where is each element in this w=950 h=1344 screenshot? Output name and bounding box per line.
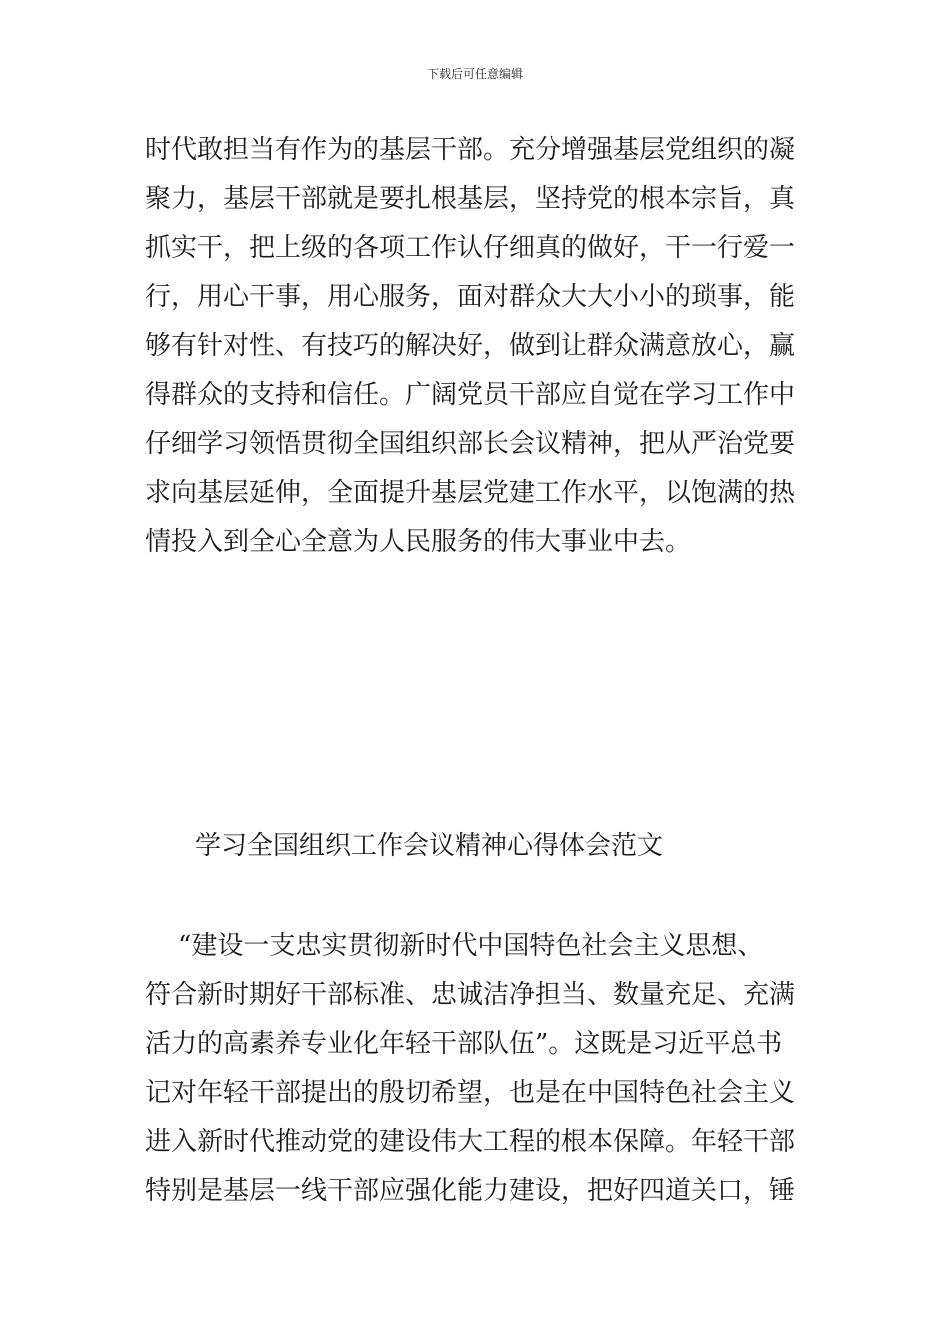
- paragraph-line: 符合新时期好干部标准、忠诚洁净担当、数量充足、充满: [145, 980, 796, 1010]
- paragraph-line: 求向基层延伸，全面提升基层党建工作水平，以饱满的热: [145, 478, 796, 508]
- paragraph-line: 时代敢担当有作为的基层干部。充分增强基层党组织的凝: [145, 135, 796, 165]
- paragraph-line: 进入新时代推动党的建设伟大工程的根本保障。年轻干部: [145, 1127, 796, 1157]
- paragraph-line: 记对年轻干部提出的殷切希望，也是在中国特色社会主义: [145, 1078, 796, 1108]
- paragraph-2: [145, 922, 810, 1216]
- paragraph-line: 活力的高素养专业化年轻干部队伍”。这既是习近平总书: [145, 1029, 783, 1059]
- paragraph-line: 抓实干，把上级的各项工作认仔细真的做好，干一行爱一: [145, 233, 796, 263]
- paragraph-line: 仔细学习领悟贯彻全国组织部长会议精神，把从严治党要: [145, 429, 796, 459]
- paragraph-line: 行，用心干事，用心服务，面对群众大大小小的琐事，能: [145, 282, 796, 312]
- header-note: 下载后可任意编辑: [426, 67, 523, 81]
- paragraph-line: “建设一支忠实贯彻新时代中国特色社会主义思想、: [145, 931, 764, 961]
- paragraph-line: 够有针对性、有技巧的解决好，做到让群众满意放心，赢: [145, 331, 796, 361]
- paragraph-line: 聚力，基层干部就是要扎根基层，坚持党的根本宗旨，真: [145, 184, 796, 214]
- paragraph-1: [145, 126, 810, 567]
- paragraph-line: 得群众的支持和信任。广阔党员干部应自觉在学习工作中: [145, 380, 796, 410]
- paragraph-line: 情投入到全心全意为人民服务的伟大事业中去。: [145, 527, 692, 557]
- paragraph-line: 特别是基层一线干部应强化能力建设，把好四道关口，锤: [145, 1176, 796, 1206]
- document-title: 学习全国组织工作会议精神心得体会范文: [195, 831, 664, 861]
